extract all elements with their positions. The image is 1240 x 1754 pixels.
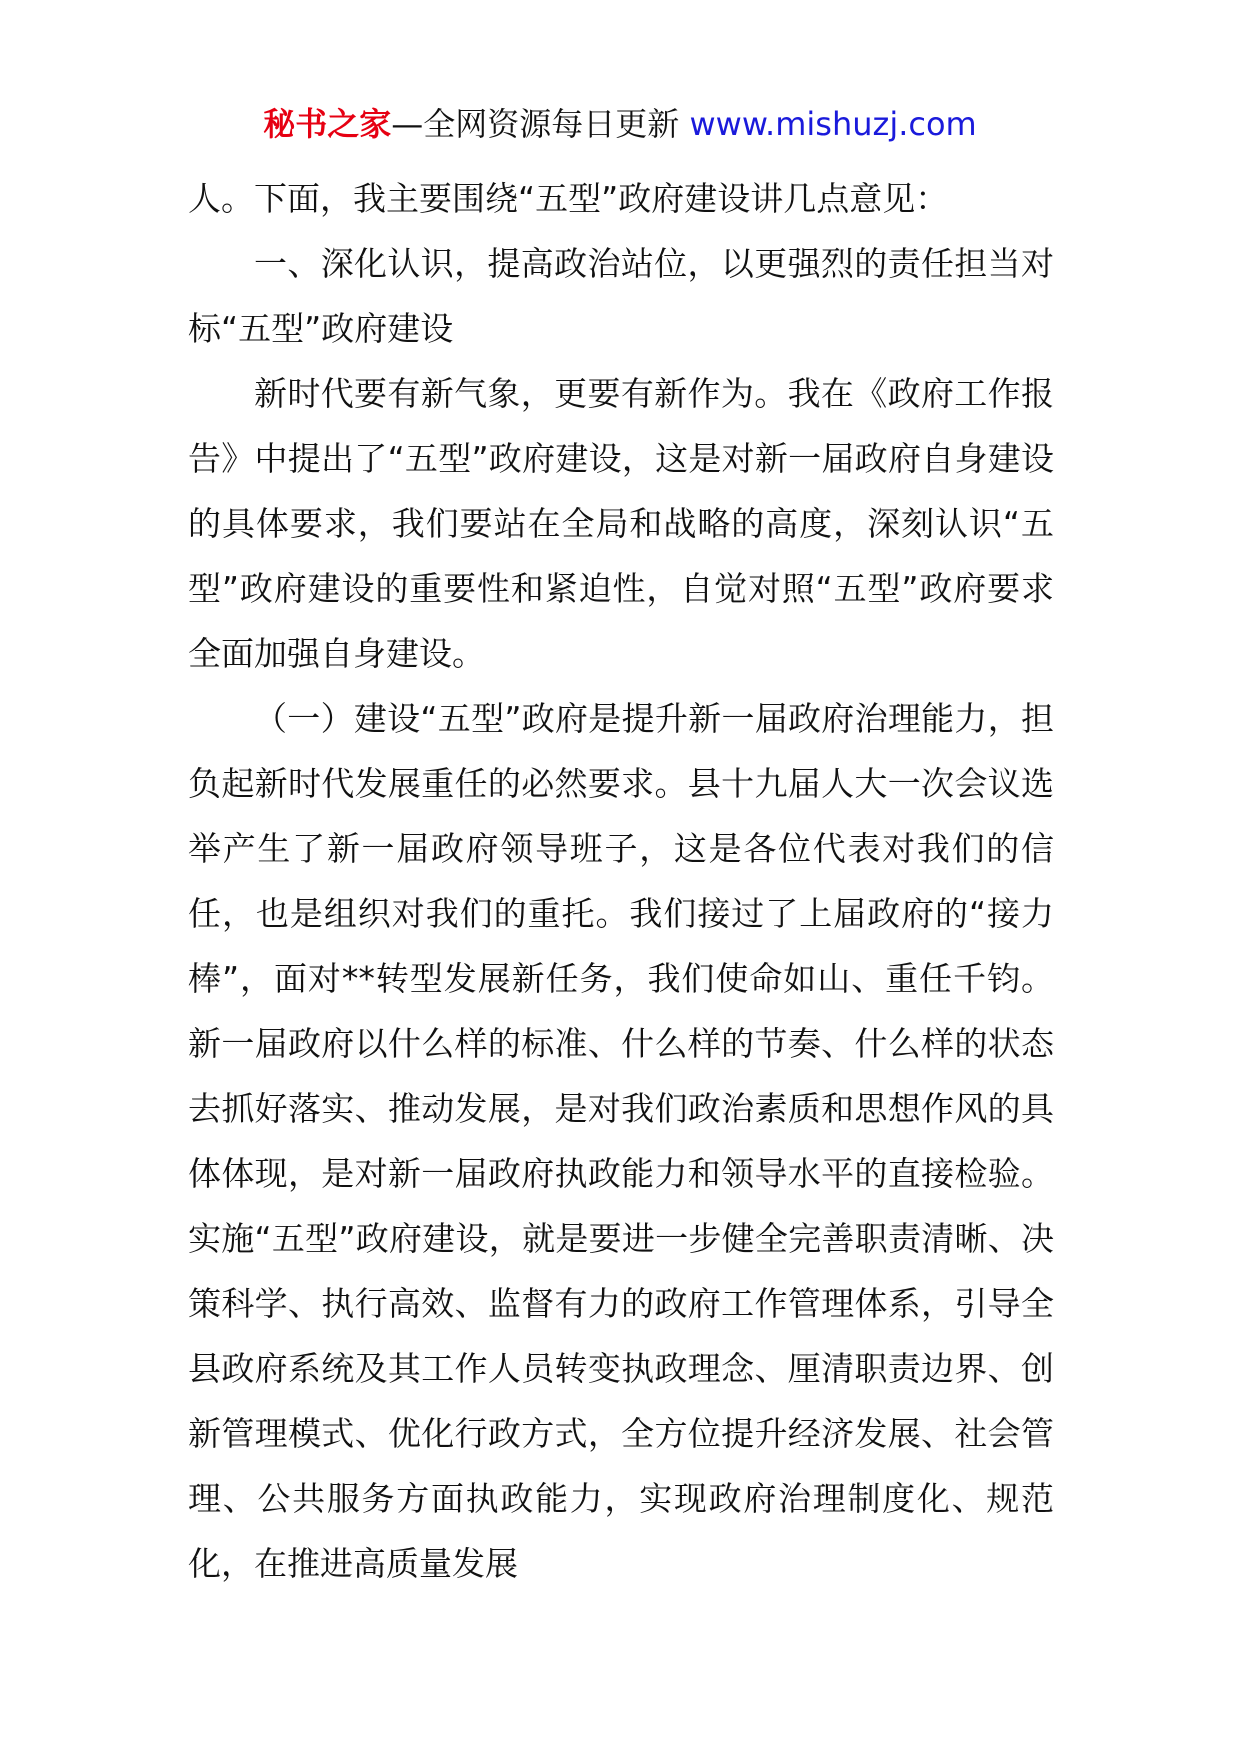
brand-name: 秘书之家 xyxy=(263,105,392,143)
paragraph: 新时代要有新气象，更要有新作为。我在《政府工作报告》中提出了“五型”政府建设，这是对新一届政府自身建设的具体要求，我们要站在全局和战略的高度，深刻认识“五型”政府建设的重要性和紧迫性，自觉对照“五型”政府要求全面加强自身建设。 xyxy=(188,374,1054,673)
paragraph-continuation: 人。下面，我主要围绕“五型”政府建设讲几点意见： xyxy=(188,179,949,218)
site-header xyxy=(0,100,1240,148)
paragraph: （一）建设“五型”政府是提升新一届政府治理能力，担负起新时代发展重任的必然要求。县十九届人大一次会议选举产生了新一届政府领导班子，这是各位代表对我们的信任，也是组织对我们的重托。我们接过了上届政府的“接力棒”，面对**转型发展新任务，我们使命如山、重任千钧。新一届政府以什么样的标准、什么样的节奏、什么样的状态去抓好落实、推动发展，是对我们政治素质和思想作风的具体体现，是对新一届政府执政能力和领导水平的直接检验。实施“五型”政府建设，就是要进一步健全完善职责清晰、决策科学、执行高效、监督有力的政府工作管理体系，引导全县政府系统及其工作人员转变执政理念、厘清职责边界、创新管理模式、优化行政方式，全方位提升经济发展、社会管理、公共服务方面执政能力，实现政府治理制度化、规范化，在推进高质量发展 xyxy=(188,699,1054,1583)
header-tagline: —全网资源每日更新 xyxy=(391,105,690,143)
section-heading-1: 一、深化认识，提高政治站位，以更强烈的责任担当对标“五型”政府建设 xyxy=(188,244,1054,348)
site-url[interactable]: www.mishuzj.com xyxy=(689,105,977,143)
document-body xyxy=(188,166,1054,1596)
